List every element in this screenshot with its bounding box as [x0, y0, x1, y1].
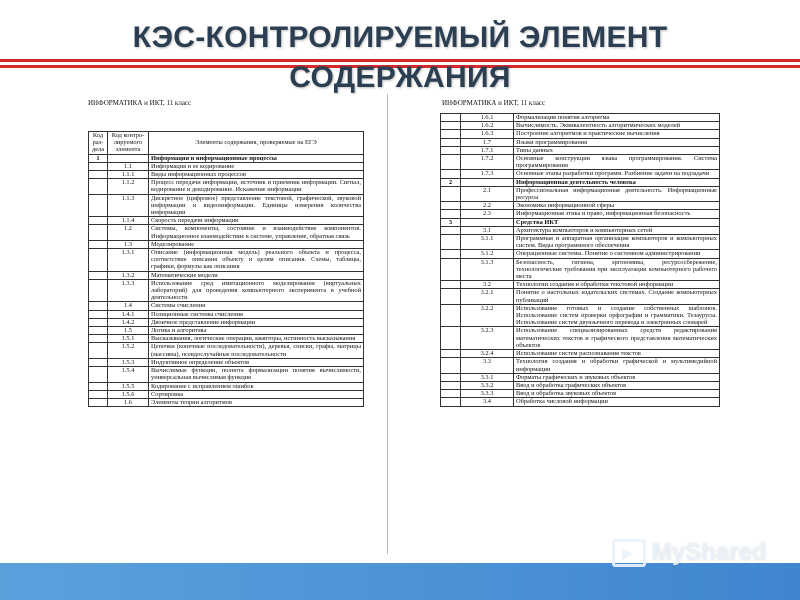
element-code-cell: 3.2.2: [461, 304, 514, 327]
element-code-cell: 1.4.1: [108, 310, 149, 318]
table-row: [89, 171, 364, 179]
element-code-cell: 2.1: [461, 186, 514, 201]
section-code-cell: [441, 122, 461, 130]
section-code-cell: 1: [89, 154, 108, 162]
table-row: [89, 154, 364, 162]
table-row: [441, 146, 720, 154]
element-code-cell: 3.2.1: [461, 289, 514, 304]
section-code-cell: [441, 289, 461, 304]
column-header-section: Код раз-дела: [89, 132, 108, 155]
content-description-cell: Элементы теории алгоритмов: [149, 398, 364, 406]
table-row: [441, 226, 720, 234]
table-row: [441, 281, 720, 289]
content-description-cell: Ввод и обработка звуковых объектов: [514, 390, 720, 398]
content-description-cell: Понятие о настольных издательских системах. Создание компьютерных публикаций: [514, 289, 720, 304]
table-row: [441, 202, 720, 210]
element-code-cell: 1.6.1: [461, 114, 514, 122]
play-icon: [612, 539, 646, 567]
section-code-cell: [89, 217, 108, 225]
section-code-cell: [89, 382, 108, 390]
column-header-content: Элементы содержания, проверяемые на ЕГЭ: [149, 132, 364, 155]
table-row: [441, 258, 720, 281]
content-description-cell: Построение алгоритмов и практические вычисления: [514, 130, 720, 138]
element-code-cell: 3.2: [461, 281, 514, 289]
content-description-cell: Ввод и обработка графических объектов: [514, 381, 720, 389]
table-row: [441, 350, 720, 358]
table-row: [89, 249, 364, 272]
element-code-cell: 3.2.3: [461, 327, 514, 350]
section-code-cell: [89, 179, 108, 194]
content-description-cell: Информационная этика и право, информационная безопасность: [514, 210, 720, 218]
section-code-cell: [89, 335, 108, 343]
section-code-cell: [89, 318, 108, 326]
section-code-cell: [89, 302, 108, 310]
table-row: [89, 179, 364, 194]
table-row: [89, 390, 364, 398]
content-description-cell: Информация и информационные процессы: [149, 154, 364, 162]
content-description-cell: Позиционные системы счисления: [149, 310, 364, 318]
section-code-cell: [89, 271, 108, 279]
content-description-cell: Вычислимые функции, полнота формализации понятия вычислимости, универсальная вычислимая функция: [149, 367, 364, 382]
element-code-cell: 3.3.3: [461, 390, 514, 398]
element-code-cell: 1.4: [108, 302, 149, 310]
table-row: [89, 343, 364, 358]
element-code-cell: 3.3.1: [461, 373, 514, 381]
content-description-cell: Операционные системы. Понятие о системном администрировании: [514, 250, 720, 258]
element-code-cell: 3.4: [461, 398, 514, 406]
right-table-body: [441, 114, 720, 407]
section-code-cell: [441, 202, 461, 210]
element-code-cell: 1.1: [108, 162, 149, 170]
content-description-cell: Системы, компоненты, состояние и взаимодействие компонентов. Информационное взаимодействие в системе, управление, обратная связь: [149, 225, 364, 240]
content-description-cell: Сортировка: [149, 390, 364, 398]
table-row: [89, 318, 364, 326]
bottom-blue-bar: [0, 563, 800, 600]
table-row: [89, 225, 364, 240]
section-code-cell: [441, 250, 461, 258]
section-code-cell: [89, 225, 108, 240]
element-code-cell: 1.4.2: [108, 318, 149, 326]
content-description-cell: Двоичное представление информации: [149, 318, 364, 326]
element-code-cell: 1.5.4: [108, 367, 149, 382]
left-page-header: ИНФОРМАТИКА и ИКТ, 11 класс: [88, 99, 192, 107]
table-row: [89, 335, 364, 343]
left-content-table: [88, 131, 364, 407]
watermark-text: MyShared: [652, 539, 767, 566]
table-row: [89, 382, 364, 390]
section-code-cell: [441, 114, 461, 122]
content-description-cell: Экономика информационной сферы: [514, 202, 720, 210]
element-code-cell: 1.6.3: [461, 130, 514, 138]
table-row: [89, 310, 364, 318]
element-code-cell: 1.7.1: [461, 146, 514, 154]
element-code-cell: 1.1.2: [108, 179, 149, 194]
section-code-cell: [441, 373, 461, 381]
content-description-cell: Основные этапы разработки программ. Разбиение задачи на подзадачи: [514, 170, 720, 178]
section-code-cell: [441, 130, 461, 138]
table-row: [89, 327, 364, 335]
content-description-cell: Математические модели: [149, 271, 364, 279]
element-code-cell: 3.1.2: [461, 250, 514, 258]
section-code-cell: [441, 146, 461, 154]
table-row: [441, 327, 720, 350]
element-code-cell: 1.3.3: [108, 279, 149, 302]
element-code-cell: 1.5.1: [108, 335, 149, 343]
section-code-cell: [89, 398, 108, 406]
section-code-cell: [89, 310, 108, 318]
table-row: [89, 279, 364, 302]
element-code-cell: 1.7: [461, 138, 514, 146]
section-code-cell: [441, 235, 461, 250]
content-description-cell: Информационная деятельность человека: [514, 178, 720, 186]
content-description-cell: Средства ИКТ: [514, 218, 720, 226]
element-code-cell: 2.3: [461, 210, 514, 218]
section-code-cell: [441, 138, 461, 146]
content-description-cell: Цепочки (конечные последовательности), деревья, списки, графы, матрицы (массивы), псевдослучайные последовательности: [149, 343, 364, 358]
section-code-cell: [441, 327, 461, 350]
section-code-cell: [89, 194, 108, 217]
right-content-table: [440, 113, 720, 407]
element-code-cell: 1.6.2: [461, 122, 514, 130]
element-code-cell: 1.5.5: [108, 382, 149, 390]
content-description-cell: Обработка числовой информации: [514, 398, 720, 406]
content-description-cell: Виды информационных процессов: [149, 171, 364, 179]
table-row: [441, 218, 720, 226]
section-code-cell: [441, 226, 461, 234]
table-row: [441, 373, 720, 381]
element-code-cell: [461, 218, 514, 226]
element-code-cell: [461, 178, 514, 186]
table-row: [89, 398, 364, 406]
content-description-cell: Основные конструкции языка программирования. Система программирования: [514, 155, 720, 170]
table-row: [441, 390, 720, 398]
content-description-cell: Профессиональная информационная деятельность. Информационные ресурсы: [514, 186, 720, 201]
content-description-cell: Логика и алгоритмы: [149, 327, 364, 335]
table-row: [441, 114, 720, 122]
content-description-cell: Описание (информационная модель) реального объекта и процесса, соответствие описания объекту и целям описания. Схемы, таблицы, графики, формулы как описания: [149, 249, 364, 272]
watermark-logo: [612, 539, 767, 567]
section-code-cell: [89, 171, 108, 179]
section-code-cell: [441, 170, 461, 178]
table-row: [441, 398, 720, 406]
element-code-cell: 1.5.3: [108, 358, 149, 366]
element-code-cell: 3.1.1: [461, 235, 514, 250]
content-description-cell: Моделирование: [149, 240, 364, 248]
table-row: [441, 138, 720, 146]
content-description-cell: Архитектура компьютеров и компьютерных сетей: [514, 226, 720, 234]
content-description-cell: Дискретное (цифровое) представление текстовой, графической, звуковой информации и видеоинформации. Единицы измерения количества информации: [149, 194, 364, 217]
table-row: [89, 271, 364, 279]
section-code-cell: [441, 358, 461, 373]
element-code-cell: 3.3.2: [461, 381, 514, 389]
section-code-cell: [89, 240, 108, 248]
element-code-cell: [108, 154, 149, 162]
section-code-cell: [89, 327, 108, 335]
table-row: [89, 194, 364, 217]
section-code-cell: [441, 258, 461, 281]
table-row: [441, 358, 720, 373]
section-code-cell: [441, 381, 461, 389]
content-description-cell: Кодирование с исправлением ошибок: [149, 382, 364, 390]
table-row: [441, 250, 720, 258]
content-description-cell: Языки программирования: [514, 138, 720, 146]
table-row: [441, 170, 720, 178]
element-code-cell: 1.5: [108, 327, 149, 335]
section-code-cell: [89, 343, 108, 358]
element-code-cell: 1.1.3: [108, 194, 149, 217]
section-code-cell: [441, 350, 461, 358]
element-code-cell: 1.2: [108, 225, 149, 240]
page-divider: [387, 94, 388, 554]
section-code-cell: 2: [441, 178, 461, 186]
content-description-cell: Использование специализированных средств редактирования математических текстов и графического представления математических объектов: [514, 327, 720, 350]
table-row: [441, 235, 720, 250]
column-header-code: Код контро-лируемого элемента: [108, 132, 149, 155]
content-description-cell: Технология создания и обработки графической и мультимедийной информации: [514, 358, 720, 373]
section-code-cell: 3: [441, 218, 461, 226]
content-description-cell: Вычислимость. Эквивалентность алгоритмических моделей: [514, 122, 720, 130]
content-description-cell: Форматы графических и звуковых объектов: [514, 373, 720, 381]
element-code-cell: 1.1.4: [108, 217, 149, 225]
table-row: [89, 358, 364, 366]
content-description-cell: Индуктивное определение объектов: [149, 358, 364, 366]
section-code-cell: [89, 358, 108, 366]
element-code-cell: 1.5.2: [108, 343, 149, 358]
table-row: [441, 186, 720, 201]
element-code-cell: 1.3: [108, 240, 149, 248]
element-code-cell: 1.5.6: [108, 390, 149, 398]
table-row: [89, 240, 364, 248]
section-code-cell: [89, 249, 108, 272]
content-description-cell: Использование сред имитационного моделирования (виртуальных лабораторий) для проведения компьютерного эксперимента в учебной деятельности: [149, 279, 364, 302]
section-code-cell: [441, 210, 461, 218]
content-description-cell: Высказывания, логические операции, кванторы, истинность высказывания: [149, 335, 364, 343]
element-code-cell: 1.7.3: [461, 170, 514, 178]
table-row: [441, 122, 720, 130]
element-code-cell: 2.2: [461, 202, 514, 210]
content-description-cell: Использование систем распознавания текстов: [514, 350, 720, 358]
slide-title-line-1: КЭС-КОНТРОЛИРУЕМЫЙ ЭЛЕМЕНТ: [132, 21, 668, 54]
table-row: [89, 302, 364, 310]
section-code-cell: [441, 155, 461, 170]
content-description-cell: Технологии создания и обработки текстовой информации: [514, 281, 720, 289]
element-code-cell: 3.2.4: [461, 350, 514, 358]
content-description-cell: Программная и аппаратная организация компьютеров и компьютерных систем. Виды программного обеспечения: [514, 235, 720, 250]
section-code-cell: [89, 162, 108, 170]
section-code-cell: [89, 279, 108, 302]
table-row: [89, 162, 364, 170]
element-code-cell: 1.3.1: [108, 249, 149, 272]
section-code-cell: [441, 390, 461, 398]
content-description-cell: Типы данных: [514, 146, 720, 154]
content-description-cell: Безопасность, гигиена, эргономика, ресурсосбережение, технологические требования при эксплуатации компьютерного рабочего места: [514, 258, 720, 281]
table-row: [89, 217, 364, 225]
section-code-cell: [441, 281, 461, 289]
section-code-cell: [89, 367, 108, 382]
element-code-cell: 1.6: [108, 398, 149, 406]
element-code-cell: 1.3.2: [108, 271, 149, 279]
content-description-cell: Системы счисления: [149, 302, 364, 310]
table-row: [441, 210, 720, 218]
content-description-cell: Информация и ее кодирование: [149, 162, 364, 170]
left-table-body: [89, 154, 364, 407]
element-code-cell: 1.7.2: [461, 155, 514, 170]
table-row: [441, 304, 720, 327]
section-code-cell: [441, 186, 461, 201]
table-row: [441, 178, 720, 186]
table-row: [441, 155, 720, 170]
content-description-cell: Формализация понятия алгоритма: [514, 114, 720, 122]
section-code-cell: [441, 398, 461, 406]
right-page-header: ИНФОРМАТИКА и ИКТ, 11 класс: [442, 99, 546, 107]
content-description-cell: Использование готовых и создание собственных шаблонов. Использование систем проверки орфографии и грамматики. Тезаурусы. Использование систем двуязычного перевода и электронных словарей: [514, 304, 720, 327]
table-header-row: [89, 132, 364, 155]
element-code-cell: 3.3: [461, 358, 514, 373]
content-description-cell: Процесс передачи информации, источник и приемник информации. Сигнал, кодирование и декодирование. Искажение информации: [149, 179, 364, 194]
section-code-cell: [441, 304, 461, 327]
table-row: [441, 289, 720, 304]
section-code-cell: [89, 390, 108, 398]
content-description-cell: Скорость передачи информации: [149, 217, 364, 225]
table-row: [89, 367, 364, 382]
element-code-cell: 1.1.1: [108, 171, 149, 179]
element-code-cell: 3.1.3: [461, 258, 514, 281]
table-row: [441, 381, 720, 389]
table-row: [441, 130, 720, 138]
slide-title-line-2: СОДЕРЖАНИЯ: [289, 61, 511, 94]
element-code-cell: 3.1: [461, 226, 514, 234]
